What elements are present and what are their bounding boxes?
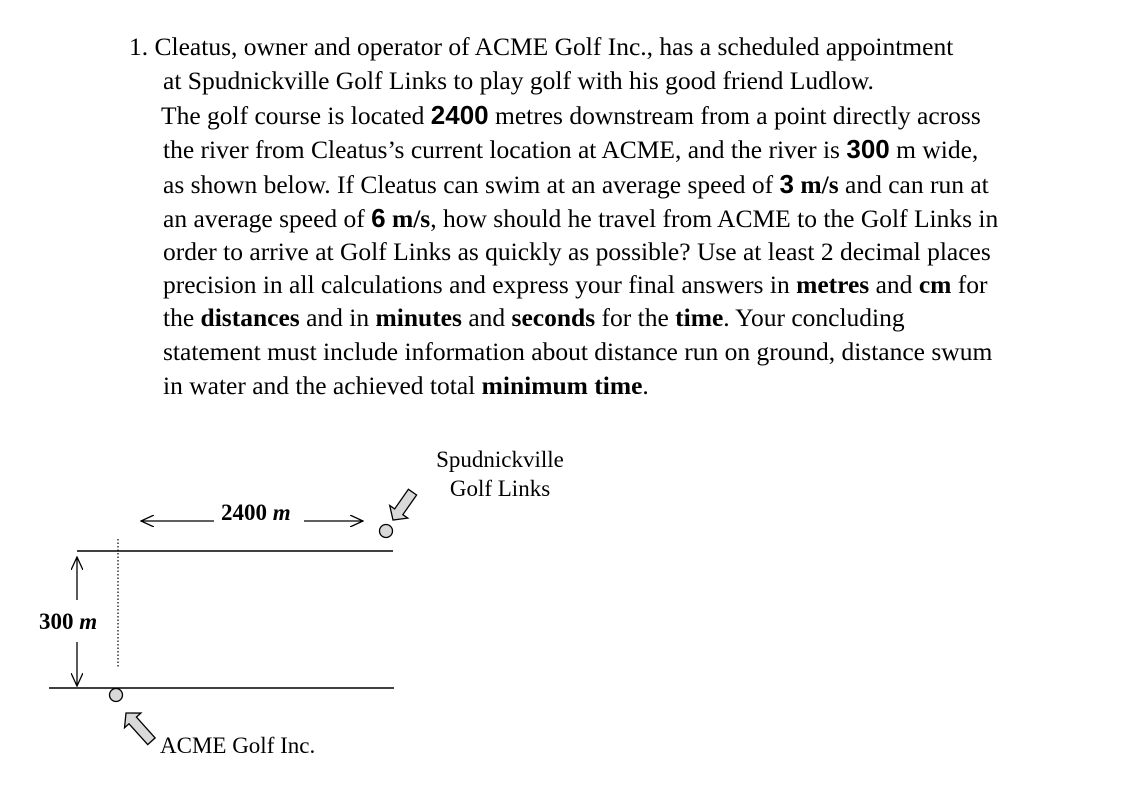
keyword-distances: distances [200,303,300,332]
golf-links-label [423,445,577,503]
golf-label-line-2: Golf Links [449,476,551,501]
text: statement must include information about distance run on ground, distance swum [163,337,993,366]
acme-label: ACME Golf Inc. [160,733,316,758]
width-label [39,607,97,636]
text: 1. Cleatus, owner and operator of ACME Golf Inc., has a scheduled appointment [129,32,954,61]
text: in water and the achieved total [163,371,482,400]
text: The golf course is located [161,101,431,130]
text: and [461,303,512,332]
width-unit: m [79,609,98,634]
width-number: 300 [39,609,74,634]
swim-speed-value: 3 [779,169,794,199]
text: and can run at [838,170,989,199]
keyword-time: time [675,303,724,332]
text: at Spudnickville Golf Links to play golf with his good friend Ludlow. [163,66,874,95]
run-speed-unit: m/s [391,204,431,233]
distance-number: 2400 [221,500,267,525]
keyword-cm: cm [918,270,952,299]
distance-label [221,498,291,527]
swim-speed-unit: m/s [800,170,839,199]
keyword-minimum-time: minimum time [481,371,643,400]
text: m wide, [889,135,979,164]
text: precision in all calculations and express your final answers in [163,270,797,299]
golf-links-point [380,525,393,538]
text: . Your concluding [723,303,905,332]
text: , how should he travel from ACME to the Golf Links in [430,204,999,233]
golf-links-pointer-arrow [384,486,422,526]
keyword-minutes: minutes [375,303,462,332]
keyword-metres: metres [796,270,870,299]
text: for the [595,303,676,332]
text: and in [299,303,376,332]
text: . [642,371,649,400]
text: the river from Cleatus’s current location at ACME, and the river is [163,135,847,164]
run-speed-value: 6 [371,203,386,233]
text: as shown below. If Cleatus can swim at an average speed of [163,170,780,199]
text: an average speed of [163,204,372,233]
distance-unit: m [272,500,291,525]
text: for [951,270,988,299]
river-width-value: 300 [846,134,890,164]
text: and [869,270,919,299]
text: metres downstream from a point directly across [488,101,981,130]
acme-pointer-arrow [118,706,160,749]
golf-label-line-1: Spudnickville [436,447,564,472]
keyword-seconds: seconds [511,303,596,332]
acme-point [110,689,123,702]
text: order to arrive at Golf Links as quickly as possible? Use at least 2 decimal places [163,237,991,266]
downstream-distance-value: 2400 [430,100,489,130]
text: the [163,303,201,332]
